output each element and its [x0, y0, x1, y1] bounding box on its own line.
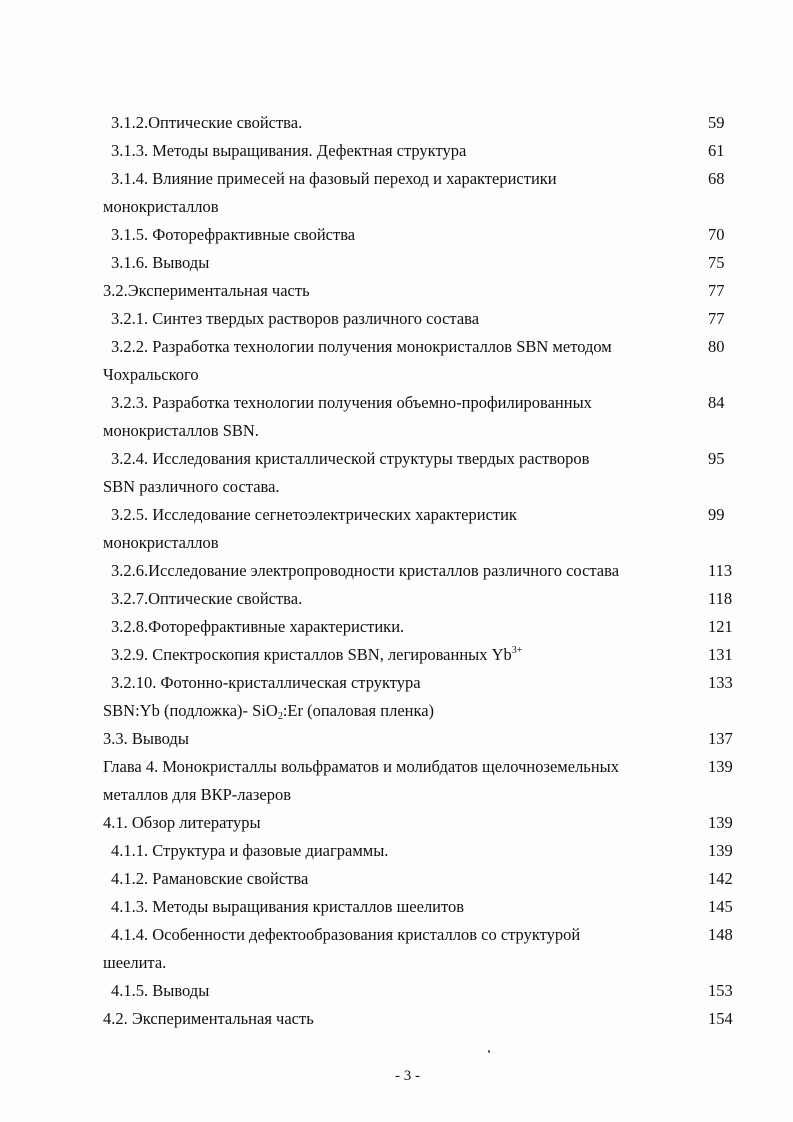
toc-entry — [103, 753, 743, 781]
toc-entry-title: 3.3. Выводы — [103, 729, 189, 748]
toc-entry — [103, 193, 743, 221]
toc-entry-title: Глава 4. Монокристаллы вольфраматов и молибдатов щелочноземельных — [103, 757, 619, 776]
toc-entry-title: 3.1.5. Фоторефрактивные свойства — [111, 225, 356, 244]
toc-entry-page: 75 — [708, 253, 725, 272]
toc-entry-title: 4.1.5. Выводы — [111, 981, 210, 1000]
toc-entry-page: 139 — [708, 757, 733, 776]
toc-entry-title: 4.2. Экспериментальная часть — [103, 1009, 314, 1028]
toc-entry-title: SBN:Yb (подложка)- SiO$_2$:Er (опаловая пленка) — [103, 701, 435, 722]
toc-entry — [103, 221, 743, 249]
toc-entry-title: монокристаллов SBN. — [103, 421, 259, 440]
toc-entry-title: Чохральского — [103, 365, 199, 384]
toc-entry — [103, 501, 743, 529]
toc-entry — [103, 305, 743, 333]
toc-entry-page: 154 — [708, 1009, 733, 1028]
toc-entry — [103, 893, 743, 921]
toc-entry-title: 3.2.8.Фоторефрактивные характеристики. — [111, 617, 405, 636]
toc-entry-page: 70 — [708, 225, 725, 244]
toc-entry — [103, 921, 743, 949]
toc-entry-page: 139 — [708, 841, 733, 860]
toc-entry-title: 3.2.9. Спектроскопия кристаллов SBN, легированных $Yb^{3+}$ — [111, 645, 523, 664]
toc-entry — [103, 277, 743, 305]
toc-entry-title: 3.2.Экспериментальная часть — [103, 281, 310, 300]
toc-entry-title: монокристаллов — [103, 197, 219, 216]
toc-entry-title: 3.2.6.Исследование электропроводности кристаллов различного состава — [111, 561, 620, 580]
toc-entry-title: 4.1. Обзор литературы — [103, 813, 261, 832]
toc-entry-page: 80 — [708, 337, 725, 356]
toc-entry-page: 99 — [708, 505, 725, 524]
toc-entry-title: 4.1.1. Структура и фазовые диаграммы. — [111, 841, 389, 860]
subscript: 2 — [277, 711, 283, 722]
toc-entry-page: 133 — [708, 673, 733, 692]
toc-entry-title: 3.1.2.Оптические свойства. — [111, 113, 303, 132]
toc-entry-page: 153 — [708, 981, 733, 1000]
toc-entry — [103, 781, 743, 809]
toc-entry-title: 3.2.10. Фотонно-кристаллическая структура — [111, 673, 421, 692]
toc-entry-page: 142 — [708, 869, 733, 888]
toc-entry — [103, 641, 743, 669]
toc-entry-title: 3.2.7.Оптические свойства. — [111, 589, 303, 608]
toc-entry — [103, 585, 743, 613]
superscript: 3+ — [511, 645, 523, 656]
toc-entry-title: 3.2.3. Разработка технологии получения объемно-профилированных — [111, 393, 592, 412]
toc-entry-page: 61 — [708, 141, 725, 160]
toc-entry — [103, 473, 743, 501]
toc-entry — [103, 697, 743, 725]
toc-entry-title: 3.2.4. Исследования кристаллической структуры твердых растворов — [111, 449, 590, 468]
toc-entry — [103, 1005, 743, 1033]
toc-entry — [103, 557, 743, 585]
toc-entry-page: 139 — [708, 813, 733, 832]
toc-entry — [103, 165, 743, 193]
toc-entry — [103, 949, 743, 977]
toc-entry — [103, 669, 743, 697]
toc-entry-title: SBN различного состава. — [103, 477, 280, 496]
toc-entry — [103, 977, 743, 1005]
toc-entry-page: 113 — [708, 561, 733, 580]
toc-entry — [103, 333, 743, 361]
toc-entry-page: 148 — [708, 925, 733, 944]
toc-entry — [103, 809, 743, 837]
toc-entry-title: 3.2.5. Исследование сегнетоэлектрических характеристик — [111, 505, 517, 524]
toc-entry-page: 95 — [708, 449, 725, 468]
toc-entry-title: металлов для ВКР-лазеров — [103, 785, 291, 804]
toc-entry-page: 145 — [708, 897, 733, 916]
toc-entry-page: 121 — [708, 617, 733, 636]
toc-entry-page: 131 — [708, 645, 733, 664]
toc-entry — [103, 109, 743, 137]
toc-entry — [103, 417, 743, 445]
toc-entry — [103, 389, 743, 417]
toc-entry-title: монокристаллов — [103, 533, 219, 552]
toc-entry-title: 4.1.2. Рамановские свойства — [111, 869, 309, 888]
toc-entry-page: 59 — [708, 113, 725, 132]
toc-entry — [103, 249, 743, 277]
toc-entry-title: 3.2.1. Синтез твердых растворов различного состава — [111, 309, 480, 328]
toc-entry — [103, 361, 743, 389]
scan-speck — [488, 1050, 490, 1053]
toc-entry — [103, 865, 743, 893]
toc-entry-title: 3.1.3. Методы выращивания. Дефектная структура — [111, 141, 467, 160]
toc-entry — [103, 137, 743, 165]
toc-entry-title: 4.1.3. Методы выращивания кристаллов шеелитов — [111, 897, 465, 916]
toc-entry-title: шеелита. — [103, 953, 167, 972]
toc-entry — [103, 837, 743, 865]
toc-entry-title: 3.1.6. Выводы — [111, 253, 210, 272]
toc-entry-page: 68 — [708, 169, 725, 188]
toc-entry-page: 137 — [708, 729, 733, 748]
toc-entry — [103, 445, 743, 473]
toc-entry-page: 77 — [708, 281, 725, 300]
toc-entry-page: 118 — [708, 589, 733, 608]
toc-entry-page: 84 — [708, 393, 725, 412]
toc-entry-page: 77 — [708, 309, 725, 328]
toc-entry — [103, 613, 743, 641]
toc-entry — [103, 725, 743, 753]
page-number: - 3 - — [395, 1068, 420, 1084]
table-of-contents — [103, 109, 743, 1033]
toc-entry — [103, 529, 743, 557]
toc-entry-title: 3.2.2. Разработка технологии получения монокристаллов SBN методом — [111, 337, 612, 356]
toc-entry-title: 3.1.4. Влияние примесей на фазовый переход и характеристики — [111, 169, 557, 188]
toc-entry-title: 4.1.4. Особенности дефектообразования кристаллов со структурой — [111, 925, 581, 944]
